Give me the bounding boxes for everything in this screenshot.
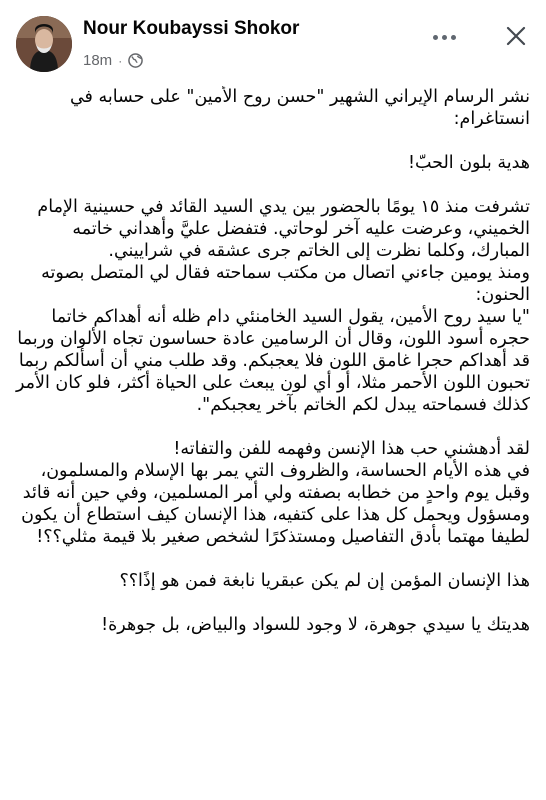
author-name[interactable]: Nour Koubayssi Shokor [83, 18, 300, 39]
post-paragraph: هديتك يا سيدي جوهرة، لا وجود للسواد والبياض، بل جوهرة! [101, 615, 530, 635]
post-header [0, 0, 546, 80]
post-time[interactable]: 18m [83, 52, 113, 69]
more-options-icon[interactable] [426, 25, 462, 49]
post-meta [83, 52, 143, 69]
more-dot [442, 35, 447, 40]
more-dot [451, 35, 456, 40]
post-paragraph: تشرفت منذ ١٥ يومًا بالحضور بين يدي السيد القائد في حسينية الإمام الخميني، وعرضت عليه آخر لوحاتي. فتفضل عليَّ وأهداني خاتمه المبارك، وكلما نظرت إلى الخاتم جرى عشقه في شراييني. ومنذ يومين جاءني اتصال من مكتب سماحته فقال لي المتصل بصوته الحنون: "يا سيد روح الأمين، يقول السيد الخامنئي دام ظله أنه أهداكم خاتما حجره أسود اللون، وقال أن الرسامين عادة حساسون تجاه الألوان وربما قد أهداكم حجرا غامق اللون فلا يعجبكم. وقد طلب مني أن أسألكم ربما تحبون اللون الأحمر مثلا، أو أي لون يبعث على الحياة أكثر، فلو كان الأمر كذلك فسماحته يبدل لكم الخاتم بآخر يعجبكم". [15, 197, 530, 415]
post-paragraph: لقد أدهشني حب هذا الإنسن وفهمه للفن والتفاته! في هذه الأيام الحساسة، والظروف التي يمر بها الإسلام والمسلمون، وقبل يوم واحدٍ من خطابه بصفته ولي أمر المسلمين، وفي حين أنه قائد ومسؤول ويحمل كل هذا على كتفيه، هذا الإنسان كيف استطاع أن يكون لطيفا مهتما بأدق التفاصيل ومستذكرًا لشخص صغير بلا قيمة مثلي؟؟! [21, 439, 530, 547]
post-paragraph: هدية بلون الحبّ! [407, 153, 530, 173]
meta-separator: · [118, 53, 123, 68]
post-paragraph: نشر الرسام الإيراني الشهير "حسن روح الأمين" على حسابه في انستاغرام: [69, 87, 530, 129]
close-icon[interactable] [498, 18, 534, 54]
post-paragraph: هذا الإنسان المؤمن إن لم يكن عبقريا نابغة فمن هو إذًا؟؟ [119, 571, 530, 591]
avatar[interactable] [16, 16, 72, 72]
globe-icon[interactable] [128, 53, 143, 68]
post-body [14, 86, 530, 800]
more-dot [433, 35, 438, 40]
